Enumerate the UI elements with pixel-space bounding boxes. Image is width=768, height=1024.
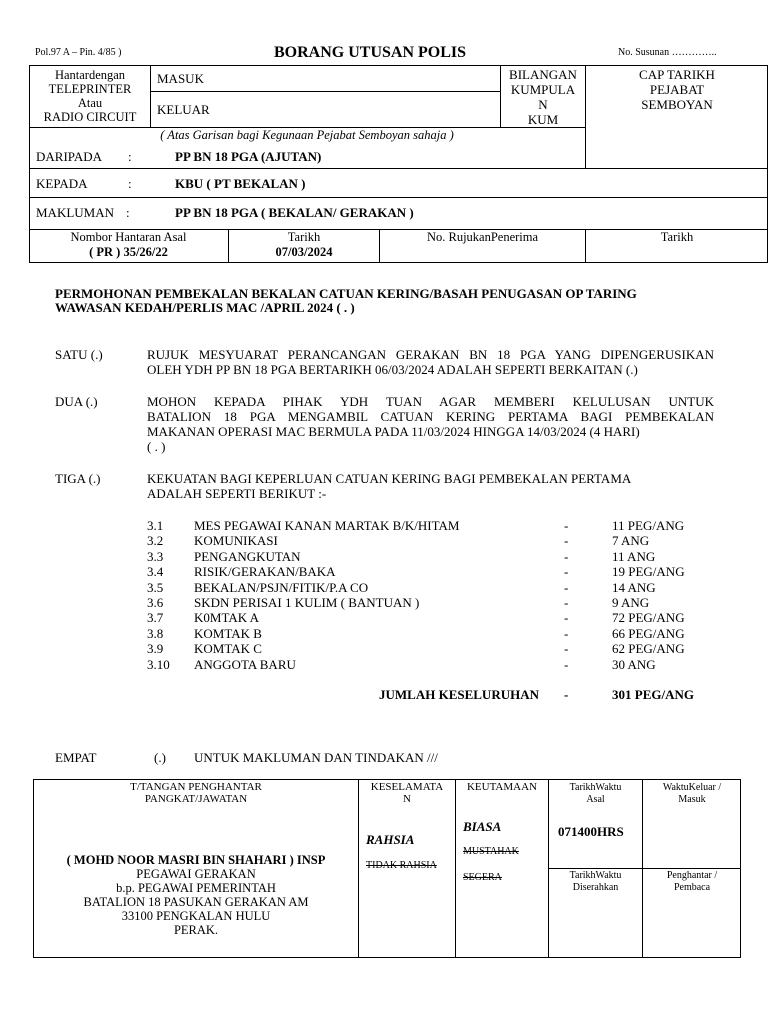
item-number: 3.4 [147, 564, 164, 580]
masuk-label: MASUK [157, 71, 204, 86]
strength-item [147, 641, 727, 656]
item-quantity: 72 PEG/ANG [612, 610, 685, 626]
total-value: 301 PEG/ANG [612, 687, 694, 702]
bilangan-kumpulan: BILANGAN KUMPULA N KUM [509, 67, 577, 127]
strength-item [147, 549, 727, 564]
signature-header: T/TANGAN PENGHANTAR PANGKAT/JAWATAN [130, 781, 262, 805]
divider [29, 197, 768, 198]
item-dash: - [564, 564, 569, 580]
item-number: 3.2 [147, 533, 164, 549]
kepada-value: KBU ( PT BEKALAN ) [175, 176, 306, 191]
kepada-label: KEPADA [36, 176, 88, 191]
cap-tarikh-stamp: CAP TARIKH PEJABAT SEMBOYAN [639, 67, 715, 112]
satu-paragraph: RUJUK MESYUARAT PERANCANGAN GERAKAN BN 18 PGA YANG DIPENGERUSIKAN OLEH YDH PP BN 18 PGA BERTARIKH 06/03/2024 ADALAH SEPERTI BERKAITAN (.) [147, 347, 714, 377]
item-number: 3.7 [147, 610, 164, 626]
item-name: PENGANGKUTAN [194, 548, 301, 564]
makluman-value: PP BN 18 PGA ( BEKALAN/ GERAKAN ) [175, 205, 414, 220]
priority-biasa: BIASA [463, 819, 502, 834]
item-quantity: 66 PEG/ANG [612, 625, 685, 641]
item-dash: - [564, 610, 569, 626]
keselamatan-header: KESELAMATA N [370, 781, 444, 805]
item-quantity: 7 ANG [612, 533, 650, 549]
signer-block: ( MOHD NOOR MASRI BIN SHAHARI ) INSP PEGAWAI GERAKAN b.p. PEGAWAI PEMERINTAH BATALION 18 PASUKAN GERAKAN AM 33100 PENGKALAN HULU PERAK. [66, 853, 326, 937]
tarikh-penerima: Tarikh [660, 230, 694, 244]
item-dash: - [564, 579, 569, 595]
item-dash: - [564, 595, 569, 610]
form-code: Pol.97 A – Pin. 4/85 ) [35, 47, 122, 58]
divider [548, 868, 741, 869]
total-label: JUMLAH KESELURUHAN [379, 687, 539, 702]
tarikh-waktu-diserahkan-header: TarikhWaktu Diserahkan [569, 870, 622, 893]
colon: : [128, 176, 132, 191]
strength-item [147, 564, 727, 579]
office-use-note: ( Atas Garisan bagi Kegunaan Pejabat Semboyan sahaja ) [160, 128, 454, 142]
strength-item [147, 610, 727, 625]
dua-label: DUA (.) [55, 394, 98, 409]
subject: PERMOHONAN PEMBEKALAN BEKALAN CATUAN KERING/BASAH PENUGASAN OP TARING WAWASAN KEDAH/PERLIS MAC /APRIL 2024 ( . ) [55, 286, 637, 315]
item-dash: - [564, 533, 569, 549]
item-number: 3.8 [147, 625, 164, 641]
makluman-label: MAKLUMAN [36, 205, 114, 220]
item-name: SKDN PERISAI 1 KULIM ( BANTUAN ) [194, 595, 420, 610]
waktu-keluar-masuk-header: WaktuKeluar / Masuk [662, 782, 722, 805]
priority-segera: SEGERA [463, 872, 502, 883]
divider [150, 65, 151, 127]
colon: : [128, 149, 132, 164]
item-name: MES PEGAWAI KANAN MARTAK B/K/HITAM [194, 518, 460, 533]
item-quantity: 19 PEG/ANG [612, 564, 685, 580]
item-dash: - [564, 518, 569, 533]
item-number: 3.1 [147, 518, 164, 533]
item-quantity: 62 PEG/ANG [612, 641, 685, 657]
strength-item [147, 626, 727, 641]
form-title: BORANG UTUSAN POLIS [274, 44, 467, 61]
keluar-label: KELUAR [157, 102, 210, 117]
dua-paragraph: MOHON KEPADA PIHAK YDH TUAN AGAR MEMBERI KELULUSAN UNTUK BATALION 18 PGA MENGAMBIL CATUAN KERING PERTAMA BAGI PEMBEKALAN MAKANAN OPERASI MAC BERMULA PADA 11/03/2024 HINGGA 14/03/2024 (4 HARI) ( . ) [147, 394, 714, 454]
item-quantity: 30 ANG [612, 656, 656, 672]
priority-mustahak: MUSTAHAK [463, 846, 519, 857]
item-name: BEKALAN/PSJN/FITIK/P.A CO [194, 579, 369, 595]
colon: : [126, 205, 130, 220]
strength-item [147, 518, 727, 533]
tarikh-hantaran: Tarikh 07/03/2024 [275, 230, 333, 259]
item-name: RISIK/GERAKAN/BAKA [194, 564, 336, 580]
item-number: 3.10 [147, 656, 170, 672]
divider [455, 779, 456, 958]
item-number: 3.9 [147, 641, 164, 657]
empat-label: EMPAT [55, 750, 97, 765]
item-quantity: 14 ANG [612, 579, 656, 595]
security-tidak-rahsia: TIDAK RAHSIA [366, 860, 437, 871]
security-rahsia: RAHSIA [366, 832, 415, 847]
strength-item [147, 580, 727, 595]
tiga-label: TIGA (.) [55, 471, 101, 486]
daripada-label: DARIPADA [36, 149, 102, 164]
item-number: 3.3 [147, 548, 164, 564]
item-quantity: 11 ANG [612, 548, 656, 564]
tarikh-waktu-asal-header: TarikhWaktu Asal [569, 782, 622, 805]
divider [150, 91, 500, 92]
item-name: ANGGOTA BARU [194, 656, 296, 672]
item-dash: - [564, 625, 569, 641]
strength-item [147, 595, 727, 610]
serial-number-label: No. Susunan ………….. [618, 47, 717, 58]
nombor-hantaran: Nombor Hantaran Asal ( PR ) 35/26/22 [70, 230, 187, 259]
satu-label: SATU (.) [55, 347, 103, 362]
keutamaan-header: KEUTAMAAN [466, 781, 537, 793]
item-name: KOMTAK B [194, 625, 262, 641]
transmission-via: Hantardengan TELEPRINTER Atau RADIO CIRCUIT [43, 68, 137, 124]
empat-mark: (.) [154, 750, 166, 765]
item-dash: - [564, 656, 569, 672]
strength-item [147, 657, 727, 672]
item-number: 3.6 [147, 595, 164, 610]
tarikh-waktu-asal-value: 071400HRS [558, 824, 624, 839]
strength-item [147, 533, 727, 548]
divider [358, 779, 359, 958]
item-quantity: 9 ANG [612, 595, 650, 610]
item-number: 3.5 [147, 579, 164, 595]
item-name: KOMTAK C [194, 641, 262, 657]
item-name: K0MTAK A [194, 610, 260, 626]
penghantar-pembaca-header: Penghantar / Pembaca [666, 870, 718, 893]
rujukan-penerima: No. RujukanPenerima [426, 230, 539, 244]
divider [29, 168, 768, 169]
total-dash: - [564, 687, 569, 702]
daripada-value: PP BN 18 PGA (AJUTAN) [175, 149, 322, 164]
tiga-paragraph: KEKUATAN BAGI KEPERLUAN CATUAN KERING BAGI PEMBEKALAN PERTAMA ADALAH SEPERTI BERIKUT :- [147, 471, 632, 501]
item-dash: - [564, 641, 569, 657]
item-quantity: 11 PEG/ANG [612, 518, 685, 533]
empat-text: UNTUK MAKLUMAN DAN TINDAKAN /// [194, 750, 438, 765]
item-name: KOMUNIKASI [194, 533, 278, 549]
item-dash: - [564, 548, 569, 564]
